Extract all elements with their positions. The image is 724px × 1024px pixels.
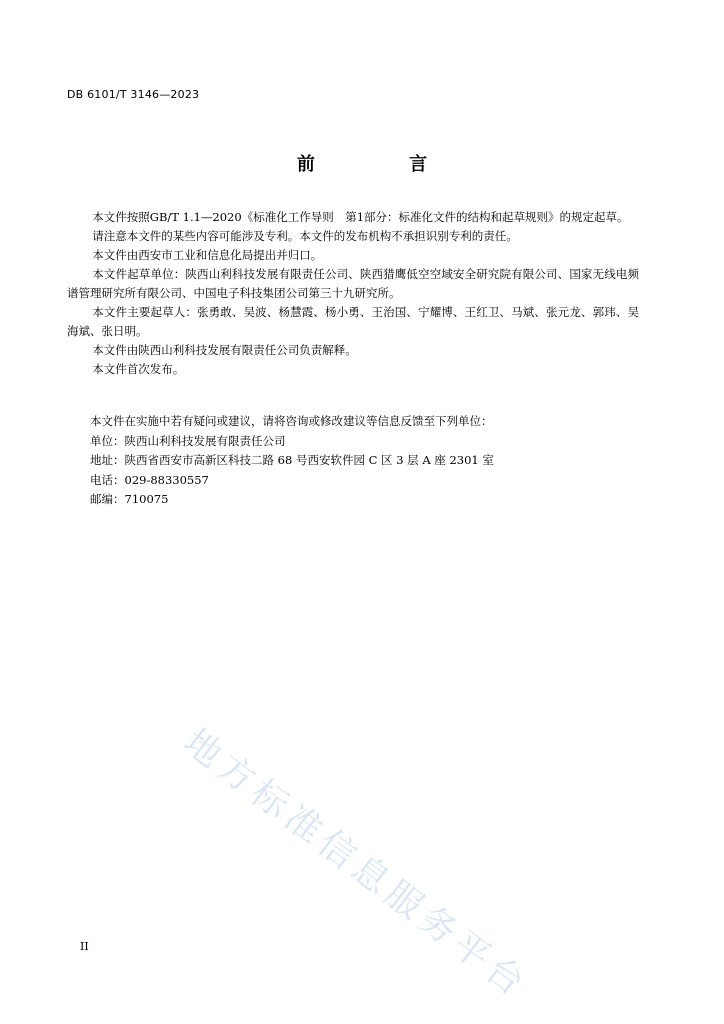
contact-address: 地址：陕西省西安市高新区科技二路 68 号西安软件园 C 区 3 层 A 座 2301 室 — [90, 453, 494, 467]
foreword-body — [67, 208, 639, 379]
watermark: 地方标准信息服务平台 — [175, 721, 536, 1008]
document-code: DB 6101/T 3146—2023 — [67, 88, 200, 101]
paragraph-first-release: 本文件首次发布。 — [92, 362, 185, 376]
paragraph-patent-notice: 请注意本文件的某些内容可能涉及专利。本文件的发布机构不承担识别专利的责任。 — [92, 229, 518, 243]
paragraph-proposer: 本文件由西安市工业和信息化局提出并归口。 — [92, 248, 323, 262]
page-title: 前 言 — [296, 154, 472, 175]
paragraph-drafting-rules: 本文件按照GB/T 1.1—2020《标准化工作导则 第1部分：标准化文件的结构和起草规则》的规定起草。 — [92, 210, 629, 224]
contact-phone: 电话：029-88330557 — [90, 472, 209, 487]
contact-postcode: 邮编：710075 — [90, 492, 169, 506]
contact-intro: 本文件在实施中若有疑问或建议，请将咨询或修改建议等信息反馈至下列单位： — [90, 414, 493, 428]
paragraph-drafting-units: 本文件起草单位：陕西山利科技发展有限责任公司、陕西猎鹰低空空域安全研究院有限公司、国家无线电频谱管理研究所有限公司、中国电子科技集团公司第三十九研究所。 — [67, 267, 639, 300]
paragraph-interpretation: 本文件由陕西山利科技发展有限责任公司负责解释。 — [92, 343, 357, 357]
page-number: II — [80, 940, 89, 953]
contact-block — [90, 412, 494, 510]
paragraph-drafters: 本文件主要起草人：张勇敢、吴波、杨慧霞、杨小勇、王治国、宁耀博、王红卫、马斌、张元龙、郭玮、吴海斌、张日明。 — [67, 305, 639, 338]
contact-unit: 单位：陕西山利科技发展有限责任公司 — [90, 433, 286, 448]
